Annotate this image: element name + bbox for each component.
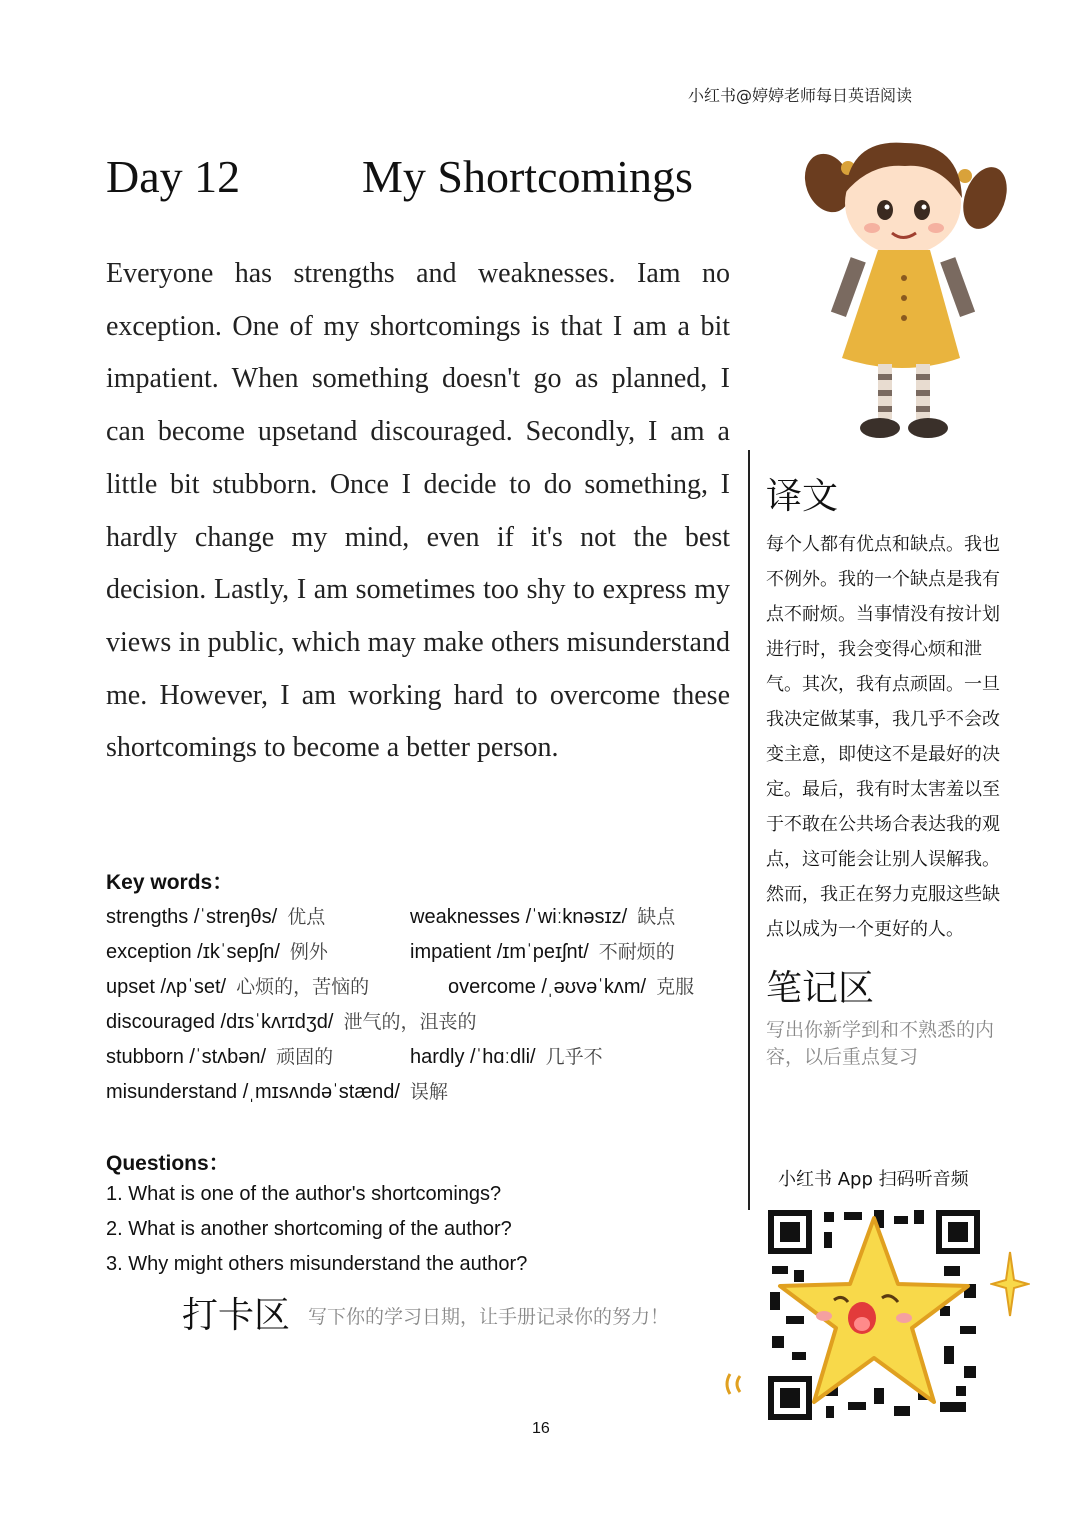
girl-illustration [800, 128, 1010, 448]
checkin-heading: 打卡区 [182, 1295, 291, 1336]
question-item: 2. What is another shortcoming of the author? [106, 1218, 512, 1240]
keyword-item: hardly /ˈhɑːdli/ 几乎不 [410, 1046, 603, 1068]
keyword-item: weaknesses /ˈwiːknəsɪz/ 缺点 [410, 906, 676, 928]
keywords-heading: Key words： [106, 871, 234, 894]
page-title: My Shortcomings [362, 151, 693, 202]
translation-heading: 译文 [766, 476, 839, 517]
question-item: 1. What is one of the author's shortcomings? [106, 1183, 502, 1205]
motion-lines-icon [722, 1370, 752, 1400]
checkin-hint: 写下你的学习日期，让手册记录你的努力！ [308, 1306, 670, 1328]
qr-code[interactable] [764, 1206, 984, 1424]
keyword-item: exception /ɪkˈsepʃn/ 例外 [106, 941, 328, 963]
day-label: Day 12 [106, 151, 241, 202]
keyword-item: stubborn /ˈstʌbən/ 顽固的 [106, 1046, 334, 1068]
column-divider [748, 450, 750, 1210]
reading-passage: Everyone has strengths and weaknesses. Iam no exception. One of my shortcomings is that I am a bit impatient. When something doesn't go as planned, I can become upsetand discouraged. Secondly, I am a little bit stubborn. Once I decide to do something, I hardly change my mind, even if it's not the best decision. Lastly, I am sometimes too shy to express my views in public, which may make others misunderstand me. However, I am working hard to overcome these shortcomings to become a better person. [106, 258, 730, 764]
keyword-item: strengths /ˈstreŋθs/ 优点 [106, 906, 326, 928]
keyword-item: impatient /ɪmˈpeɪʃnt/ 不耐烦的 [410, 941, 675, 963]
notes-heading: 笔记区 [766, 968, 875, 1009]
questions-heading: Questions： [106, 1152, 230, 1175]
keyword-item: misunderstand /ˌmɪsʌndəˈstænd/ 误解 [106, 1081, 448, 1103]
page-number: 16 [532, 1420, 550, 1437]
question-item: 3. Why might others misunderstand the author? [106, 1253, 528, 1275]
keyword-item: discouraged /dɪsˈkʌrɪdʒd/ 泄气的，沮丧的 [106, 1011, 477, 1033]
header-credit: 小红书@婷婷老师每日英语阅读 [688, 86, 913, 105]
keyword-item: upset /ʌpˈset/ 心烦的，苦恼的 [106, 976, 370, 998]
keyword-item: overcome /ˌəʊvəˈkʌm/ 克服 [448, 976, 695, 998]
notes-hint: 写出你新学到和不熟悉的内容，以后重点复习 [766, 1019, 995, 1068]
qr-label: 小红书 App 扫码听音频 [778, 1169, 969, 1190]
sparkle-icon [990, 1250, 1030, 1320]
translation-text: 每个人都有优点和缺点。我也不例外。我的一个缺点是我有点不耐烦。当事情没有按计划进行时，我会变得心烦和泄气。其次，我有点顽固。一旦我决定做某事，我几乎不会改变主意，即使这不是最好的决定。最后，我有时太害羞以至于不敢在公共场合表达我的观点，这可能会让别人误解我。然而，我正在努力克服这些缺点以成为一个更好的人。 [766, 534, 1000, 940]
